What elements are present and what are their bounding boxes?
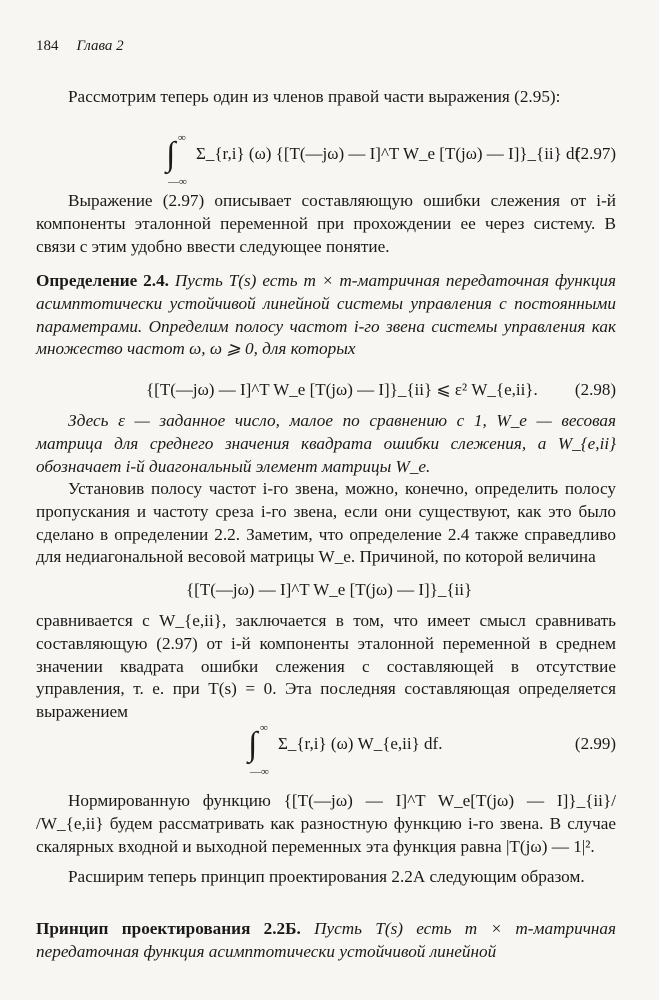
- page-number: 184: [36, 38, 59, 54]
- paragraph-extend: Расширим теперь принцип проектирования 2.2А следующим образом.: [68, 867, 585, 886]
- equation-2-99: ∫ ∞ —∞ Σ_{r,i} (ω) W_{e,ii} df. (2.99): [248, 722, 616, 778]
- definition-text: Пусть T(s) есть m × m-матричная передаточная функция асимптотически устойчивой линейной системы управления с постоянными параметрами. Определим полосу частот i-го звена системы управления как множество частот ω, ω ⩾ 0, для которых: [36, 271, 616, 359]
- page-header: [36, 38, 124, 55]
- definition-2-4: [36, 270, 616, 361]
- paragraph-intro: Рассмотрим теперь один из членов правой части выражения (2.95):: [68, 87, 561, 106]
- principle-title: Принцип проектирования 2.2Б.: [36, 919, 301, 938]
- equation-body: {[T(—jω) — I]^T W_e [T(jω) — I]}_{ii} ⩽ ε² W_{e,ii}.: [146, 380, 538, 399]
- equation-2-97: ∫ ∞ —∞ Σ_{r,i} (ω) {[T(—jω) — I]^T W_e [T(jω) — I]}_{ii} df. (2.97): [166, 132, 616, 188]
- equation-number: (2.98): [574, 380, 616, 399]
- equation-number: (2.97): [574, 144, 616, 163]
- equation-body: Σ_{r,i} (ω) W_{e,ii} df.: [278, 734, 443, 753]
- paragraph-bandwidth: Установив полосу частот i-го звена, можно, конечно, определить полосу пропускания и частоту среза i-го звена, если они существуют, как это было сделано в определении 2.2. Заметим, что определение 2.4 также справедливо для недиагональной весовой матрицы W_e. Причиной, по которой величина: [36, 479, 616, 567]
- equation-2-98: [36, 374, 616, 414]
- paragraph-normalized: Нормированную функцию {[T(—jω) — I]^T W_e[T(jω) — I]}_{ii}/ /W_{e,ii} будем рассматривать как разностную функцию i-го звена. В случае скалярных входной и выходной переменных эта функция равна |T(jω) — 1|².: [36, 791, 616, 856]
- design-principle-2-2b: [36, 918, 616, 964]
- definition-title: Определение 2.4.: [36, 271, 169, 290]
- equation-number: (2.99): [574, 734, 616, 753]
- paragraph-description: Выражение (2.97) описывает составляющую ошибки слежения от i-й компоненты эталонной переменной при прохождении ее через систему. В связи с этим удобно ввести следующее понятие.: [36, 191, 616, 256]
- principle-text: Пусть T(s) есть m × m-матричная передаточная функция асимптотически устойчивой линейной: [36, 919, 616, 961]
- paragraph-compare: сравнивается с W_{e,ii}, заключается в том, что имеет смысл сравнивать составляющую (2.97) от i-й компоненты эталонной переменной в среднем значении квадрата ошибки слежения с составляющей в отсутствие управления, т. е. при T(s) = 0. Эта последняя составляющая определяется выражением: [36, 611, 616, 722]
- equation-body: {[T(—jω) — I]^T W_e [T(jω) — I]}_{ii}: [186, 580, 473, 599]
- equation-body: Σ_{r,i} (ω) {[T(—jω) — I]^T W_e [T(jω) — I]}_{ii} df.: [196, 144, 585, 163]
- paragraph-here: Здесь ε — заданное число, малое по сравнению с 1, W_e — весовая матрица для среднего значения квадрата ошибки слежения, а W_{e,ii} обозначает i-й диагональный элемент матрицы W_e.: [36, 411, 616, 476]
- chapter-title: Глава 2: [76, 38, 124, 54]
- equation-unnumbered: [36, 574, 616, 614]
